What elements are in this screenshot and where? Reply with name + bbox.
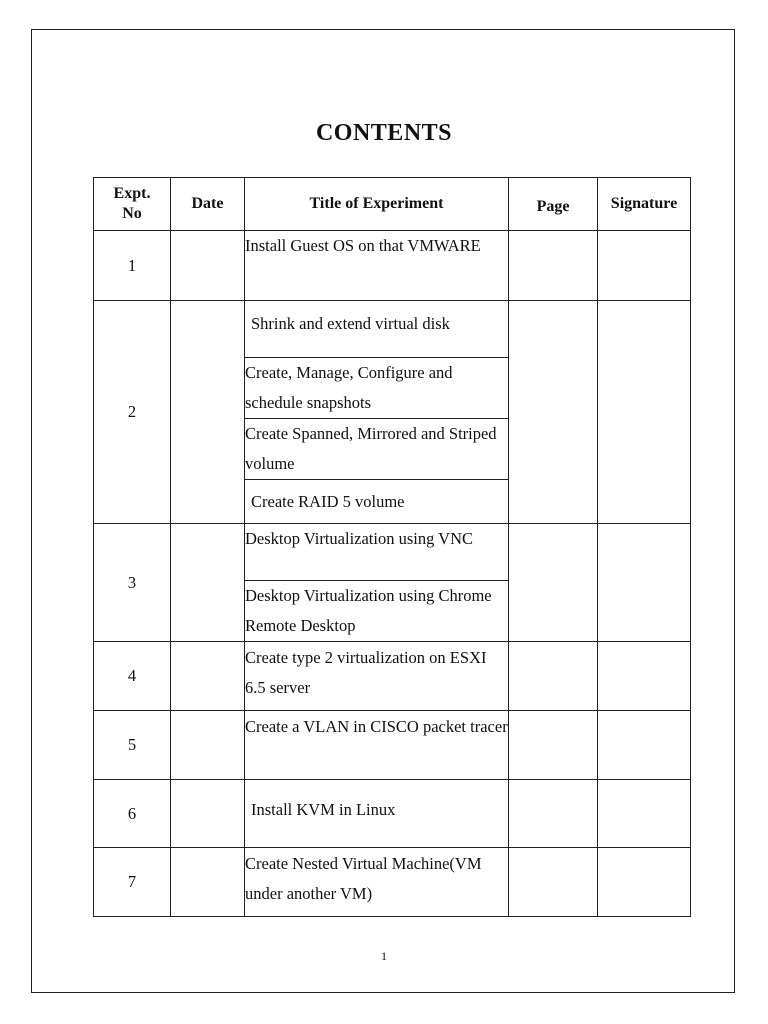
experiment-title: Create Spanned, Mirrored and Striped volume (245, 419, 509, 480)
expt-number: 4 (94, 642, 171, 711)
signature-cell (598, 848, 691, 917)
signature-cell (598, 231, 691, 301)
page-number: 1 (381, 949, 387, 963)
experiment-title: Shrink and extend virtual disk (245, 301, 509, 358)
header-date: Date (171, 178, 245, 231)
experiment-title: Create Nested Virtual Machine(VM under another VM) (245, 848, 509, 917)
experiment-title: Create a VLAN in CISCO packet tracer (245, 711, 509, 780)
date-cell (171, 848, 245, 917)
expt-number: 5 (94, 711, 171, 780)
date-cell (171, 642, 245, 711)
header-title: Title of Experiment (245, 178, 509, 231)
date-cell (171, 711, 245, 780)
date-cell (171, 301, 245, 524)
expt-number: 6 (94, 780, 171, 848)
experiment-title: Install KVM in Linux (245, 780, 509, 848)
experiment-title: Create type 2 virtualization on ESXI 6.5 server (245, 642, 509, 711)
signature-cell (598, 524, 691, 642)
table-row (94, 642, 691, 711)
table-row (94, 231, 691, 301)
signature-cell (598, 780, 691, 848)
expt-number: 3 (94, 524, 171, 642)
experiment-title: Desktop Virtualization using Chrome Remote Desktop (245, 581, 509, 642)
page-cell (509, 848, 598, 917)
table-row (94, 848, 691, 917)
experiment-title: Create, Manage, Configure and schedule snapshots (245, 358, 509, 419)
page-cell (509, 301, 598, 524)
header-row (94, 178, 691, 231)
signature-cell (598, 711, 691, 780)
date-cell (171, 524, 245, 642)
table-row (94, 711, 691, 780)
page-cell (509, 524, 598, 642)
expt-number: 7 (94, 848, 171, 917)
expt-number: 2 (94, 301, 171, 524)
page-cell (509, 780, 598, 848)
date-cell (171, 780, 245, 848)
experiment-title: Create RAID 5 volume (245, 480, 509, 524)
page-cell (509, 711, 598, 780)
page-title: CONTENTS (315, 120, 453, 146)
table-row (94, 780, 691, 848)
experiment-title: Install Guest OS on that VMWARE (245, 231, 509, 301)
signature-cell (598, 642, 691, 711)
header-expt-no: Expt. No (94, 178, 171, 231)
signature-cell (598, 301, 691, 524)
header-signature: Signature (598, 178, 691, 231)
page-cell (509, 231, 598, 301)
experiment-title: Desktop Virtualization using VNC (245, 524, 509, 581)
table-row (94, 301, 691, 358)
page-cell (509, 642, 598, 711)
contents-table (93, 177, 691, 917)
header-page: Page (509, 178, 598, 231)
date-cell (171, 231, 245, 301)
table-row (94, 524, 691, 581)
expt-number: 1 (94, 231, 171, 301)
